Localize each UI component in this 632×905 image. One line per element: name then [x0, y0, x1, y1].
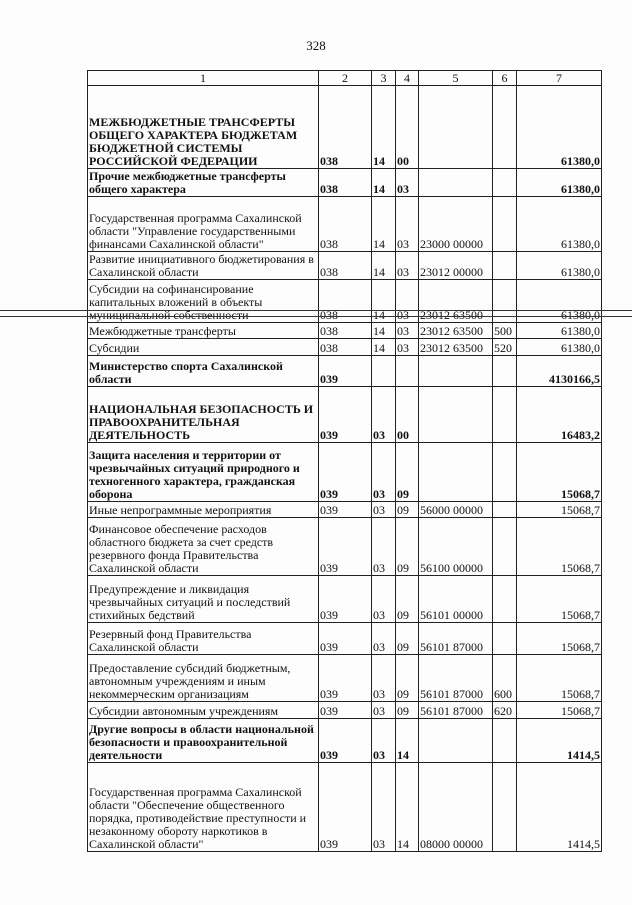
cell-amount: 15068,7 — [517, 655, 602, 702]
cell-target-article: 56101 00000 — [419, 576, 493, 623]
cell-subsection: 09 — [396, 655, 419, 702]
cell-subsection: 14 — [396, 719, 419, 763]
cell-code: 039 — [319, 763, 372, 852]
cell-amount: 4130166,5 — [517, 356, 602, 387]
column-header: 3 — [372, 71, 396, 86]
cell-section: 03 — [372, 387, 396, 443]
cell-subsection: 03 — [396, 339, 419, 356]
cell-target-article: 23012 00000 — [419, 252, 493, 280]
cell-subsection: 09 — [396, 502, 419, 518]
cell-target-article: 56101 87000 — [419, 702, 493, 719]
row-name: Защита населения и территории от чрезвычайных ситуаций природного и техногенного характера, гражданская оборона — [88, 443, 319, 502]
scan-line — [0, 310, 632, 311]
cell-target-article: 23012 63500 — [419, 280, 493, 323]
column-header: 4 — [396, 71, 419, 86]
cell-target-article: 56000 00000 — [419, 502, 493, 518]
cell-section: 03 — [372, 655, 396, 702]
cell-amount: 61380,0 — [517, 280, 602, 323]
cell-code: 039 — [319, 576, 372, 623]
row-name: Субсидии на софинансирование капитальных вложений в объекты муниципальной собственности — [88, 280, 319, 323]
table-row — [88, 252, 602, 280]
cell-target-article: 23000 00000 — [419, 197, 493, 252]
cell-expense-type — [493, 576, 517, 623]
column-header: 7 — [517, 71, 602, 86]
cell-target-article — [419, 169, 493, 197]
row-name: Государственная программа Сахалинской области "Управление государственными финансами Сахалинской области" — [88, 197, 319, 252]
cell-section: 03 — [372, 702, 396, 719]
cell-subsection: 03 — [396, 280, 419, 323]
cell-expense-type — [493, 443, 517, 502]
cell-expense-type — [493, 623, 517, 655]
scan-line — [0, 316, 632, 317]
cell-code: 038 — [319, 339, 372, 356]
row-name: Межбюджетные трансферты — [88, 323, 319, 339]
row-name: Резервный фонд Правительства Сахалинской области — [88, 623, 319, 655]
cell-subsection: 03 — [396, 252, 419, 280]
table-row — [88, 702, 602, 719]
table-row — [88, 339, 602, 356]
cell-amount: 15068,7 — [517, 502, 602, 518]
budget-table — [87, 70, 602, 852]
cell-section: 03 — [372, 719, 396, 763]
cell-target-article: 56101 87000 — [419, 623, 493, 655]
cell-expense-type — [493, 387, 517, 443]
cell-target-article — [419, 719, 493, 763]
cell-code: 038 — [319, 323, 372, 339]
row-name: Субсидии автономным учреждениям — [88, 702, 319, 719]
cell-section: 03 — [372, 763, 396, 852]
cell-target-article — [419, 443, 493, 502]
cell-target-article: 23012 63500 — [419, 339, 493, 356]
table-row — [88, 197, 602, 252]
cell-subsection: 00 — [396, 86, 419, 169]
cell-target-article: 56101 87000 — [419, 655, 493, 702]
row-name: Финансовое обеспечение расходов областного бюджета за счет средств резервного фонда Правительства Сахалинской области — [88, 518, 319, 576]
cell-section: 03 — [372, 576, 396, 623]
row-name: Министерство спорта Сахалинской области — [88, 356, 319, 387]
row-name: Предоставление субсидий бюджетным, автономным учреждениям и иным некоммерческим организациям — [88, 655, 319, 702]
cell-target-article: 08000 00000 — [419, 763, 493, 852]
cell-subsection: 03 — [396, 197, 419, 252]
cell-amount: 61380,0 — [517, 169, 602, 197]
row-name: Субсидии — [88, 339, 319, 356]
table-row — [88, 502, 602, 518]
cell-code: 039 — [319, 702, 372, 719]
cell-code: 039 — [319, 443, 372, 502]
cell-subsection — [396, 356, 419, 387]
row-name: Развитие инициативного бюджетирования в Сахалинской области — [88, 252, 319, 280]
table-row — [88, 169, 602, 197]
cell-amount: 61380,0 — [517, 323, 602, 339]
table-row — [88, 518, 602, 576]
cell-code: 039 — [319, 623, 372, 655]
cell-section: 14 — [372, 323, 396, 339]
cell-subsection: 03 — [396, 169, 419, 197]
cell-code: 039 — [319, 655, 372, 702]
column-header: 1 — [88, 71, 319, 86]
table-row — [88, 763, 602, 852]
page-number: 328 — [306, 38, 326, 53]
cell-code: 038 — [319, 86, 372, 169]
cell-code: 038 — [319, 197, 372, 252]
cell-section: 03 — [372, 443, 396, 502]
cell-subsection: 00 — [396, 387, 419, 443]
cell-expense-type: 620 — [493, 702, 517, 719]
cell-amount: 61380,0 — [517, 86, 602, 169]
cell-section: 03 — [372, 518, 396, 576]
cell-expense-type — [493, 169, 517, 197]
cell-code: 038 — [319, 169, 372, 197]
cell-section: 03 — [372, 623, 396, 655]
cell-amount: 15068,7 — [517, 576, 602, 623]
row-name: МЕЖБЮДЖЕТНЫЕ ТРАНСФЕРТЫ ОБЩЕГО ХАРАКТЕРА БЮДЖЕТАМ БЮДЖЕТНОЙ СИСТЕМЫ РОССИЙСКОЙ ФЕДЕРАЦИИ — [88, 86, 319, 169]
cell-code: 039 — [319, 719, 372, 763]
column-header: 2 — [319, 71, 372, 86]
table-row — [88, 356, 602, 387]
cell-expense-type — [493, 763, 517, 852]
cell-amount: 15068,7 — [517, 443, 602, 502]
cell-amount: 1414,5 — [517, 719, 602, 763]
cell-expense-type — [493, 518, 517, 576]
cell-section: 14 — [372, 169, 396, 197]
cell-subsection: 09 — [396, 443, 419, 502]
cell-code: 038 — [319, 252, 372, 280]
cell-section: 14 — [372, 86, 396, 169]
row-name: Прочие межбюджетные трансферты общего характера — [88, 169, 319, 197]
cell-amount: 15068,7 — [517, 623, 602, 655]
cell-expense-type — [493, 719, 517, 763]
row-name: Иные непрограммные мероприятия — [88, 502, 319, 518]
cell-amount: 61380,0 — [517, 252, 602, 280]
table-row — [88, 387, 602, 443]
table-row — [88, 576, 602, 623]
cell-subsection: 09 — [396, 576, 419, 623]
cell-section — [372, 356, 396, 387]
cell-subsection: 09 — [396, 702, 419, 719]
row-name: Другие вопросы в области национальной безопасности и правоохранительной деятельности — [88, 719, 319, 763]
cell-target-article — [419, 387, 493, 443]
column-header: 5 — [419, 71, 493, 86]
cell-expense-type — [493, 197, 517, 252]
column-header: 6 — [493, 71, 517, 86]
cell-expense-type — [493, 86, 517, 169]
cell-amount: 61380,0 — [517, 197, 602, 252]
cell-expense-type: 500 — [493, 323, 517, 339]
cell-section: 14 — [372, 339, 396, 356]
row-name: НАЦИОНАЛЬНАЯ БЕЗОПАСНОСТЬ И ПРАВООХРАНИТЕЛЬНАЯ ДЕЯТЕЛЬНОСТЬ — [88, 387, 319, 443]
cell-amount: 16483,2 — [517, 387, 602, 443]
cell-target-article — [419, 86, 493, 169]
table-row — [88, 719, 602, 763]
cell-code: 039 — [319, 387, 372, 443]
cell-section: 14 — [372, 252, 396, 280]
cell-section: 03 — [372, 502, 396, 518]
cell-expense-type: 600 — [493, 655, 517, 702]
cell-section: 14 — [372, 280, 396, 323]
cell-amount: 15068,7 — [517, 702, 602, 719]
cell-code: 039 — [319, 356, 372, 387]
table-row — [88, 86, 602, 169]
cell-expense-type — [493, 252, 517, 280]
table-row — [88, 443, 602, 502]
cell-amount: 1414,5 — [517, 763, 602, 852]
cell-subsection: 09 — [396, 623, 419, 655]
cell-code: 038 — [319, 280, 372, 323]
table-row — [88, 323, 602, 339]
cell-subsection: 14 — [396, 763, 419, 852]
cell-target-article — [419, 356, 493, 387]
cell-subsection: 09 — [396, 518, 419, 576]
cell-expense-type — [493, 356, 517, 387]
cell-amount: 15068,7 — [517, 518, 602, 576]
table-row — [88, 655, 602, 702]
cell-target-article: 56100 00000 — [419, 518, 493, 576]
row-name: Государственная программа Сахалинской области "Обеспечение общественного порядка, противодействие преступности и незаконному обороту наркотиков в Сахалинской области" — [88, 763, 319, 852]
cell-amount: 61380,0 — [517, 339, 602, 356]
cell-code: 039 — [319, 518, 372, 576]
cell-section: 14 — [372, 197, 396, 252]
row-name: Предупреждение и ликвидация чрезвычайных ситуаций и последствий стихийных бедствий — [88, 576, 319, 623]
cell-expense-type — [493, 502, 517, 518]
cell-code: 039 — [319, 502, 372, 518]
cell-subsection: 03 — [396, 323, 419, 339]
cell-expense-type: 520 — [493, 339, 517, 356]
cell-target-article: 23012 63500 — [419, 323, 493, 339]
header-row — [88, 71, 602, 86]
table-row — [88, 623, 602, 655]
